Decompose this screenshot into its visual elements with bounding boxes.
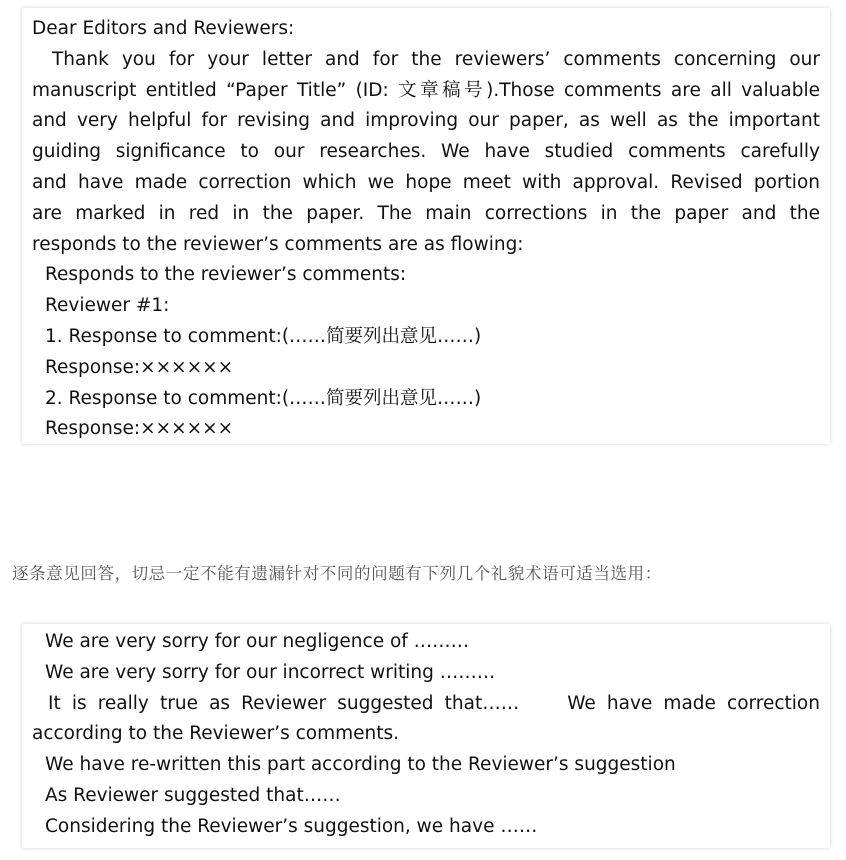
comment-item-1: 1. Response to comment:(……简要列出意见……) — [45, 325, 482, 347]
response-2: Response:×××××× — [45, 418, 234, 440]
responds-heading: Responds to the reviewer’s comments: — [45, 264, 407, 286]
body-line-7: responds to the reviewer’s comments are as flowing: — [32, 233, 524, 255]
phrase-incorrect-writing: We are very sorry for our incorrect writing ……… — [45, 661, 496, 683]
phrase-according-comments: according to the Reviewer’s comments. — [32, 723, 400, 745]
phrase-as-suggested: As Reviewer suggested that…… — [45, 784, 341, 806]
reviewer-label: Reviewer #1: — [45, 295, 170, 317]
chinese-note: 逐条意见回答，切忌一定不能有遗漏针对不同的问题有下列几个礼貌术语可适当选用： — [12, 564, 662, 583]
body-line-3: and very helpful for revising and improving our paper, as well as the important — [32, 110, 820, 132]
phrase-really-true — [32, 689, 820, 720]
body-line-1: Thank you for your letter and for the reviewers’ comments concerning our — [52, 48, 820, 70]
body-line-2: manuscript entitled “Paper Title” (ID: 文章稿号).Those comments are all valuable — [32, 79, 820, 101]
body-line-6: are marked in red in the paper. The main corrections in the paper and the — [32, 202, 820, 224]
body-line-4: guiding significance to our researches. We have studied comments carefully — [32, 141, 820, 163]
comment-item-2: 2. Response to comment:(……简要列出意见……) — [45, 387, 482, 409]
phrase-really-true-a: It is really true as Reviewer suggested that…… — [48, 692, 520, 714]
phrase-rewritten: We have re-written this part according to the Reviewer’s suggestion — [45, 754, 676, 776]
response-1: Response:×××××× — [45, 356, 234, 378]
salutation: Dear Editors and Reviewers: — [32, 18, 295, 39]
polite-phrases-card — [22, 624, 830, 848]
phrase-considering: Considering the Reviewer’s suggestion, we have …… — [45, 815, 538, 837]
phrase-really-true-b: We have made correction — [567, 692, 820, 714]
phrase-negligence: We are very sorry for our negligence of ……… — [45, 631, 470, 652]
body-line-5: and have made correction which we hope meet with approval. Revised portion — [32, 171, 820, 193]
response-letter-card — [22, 8, 830, 444]
